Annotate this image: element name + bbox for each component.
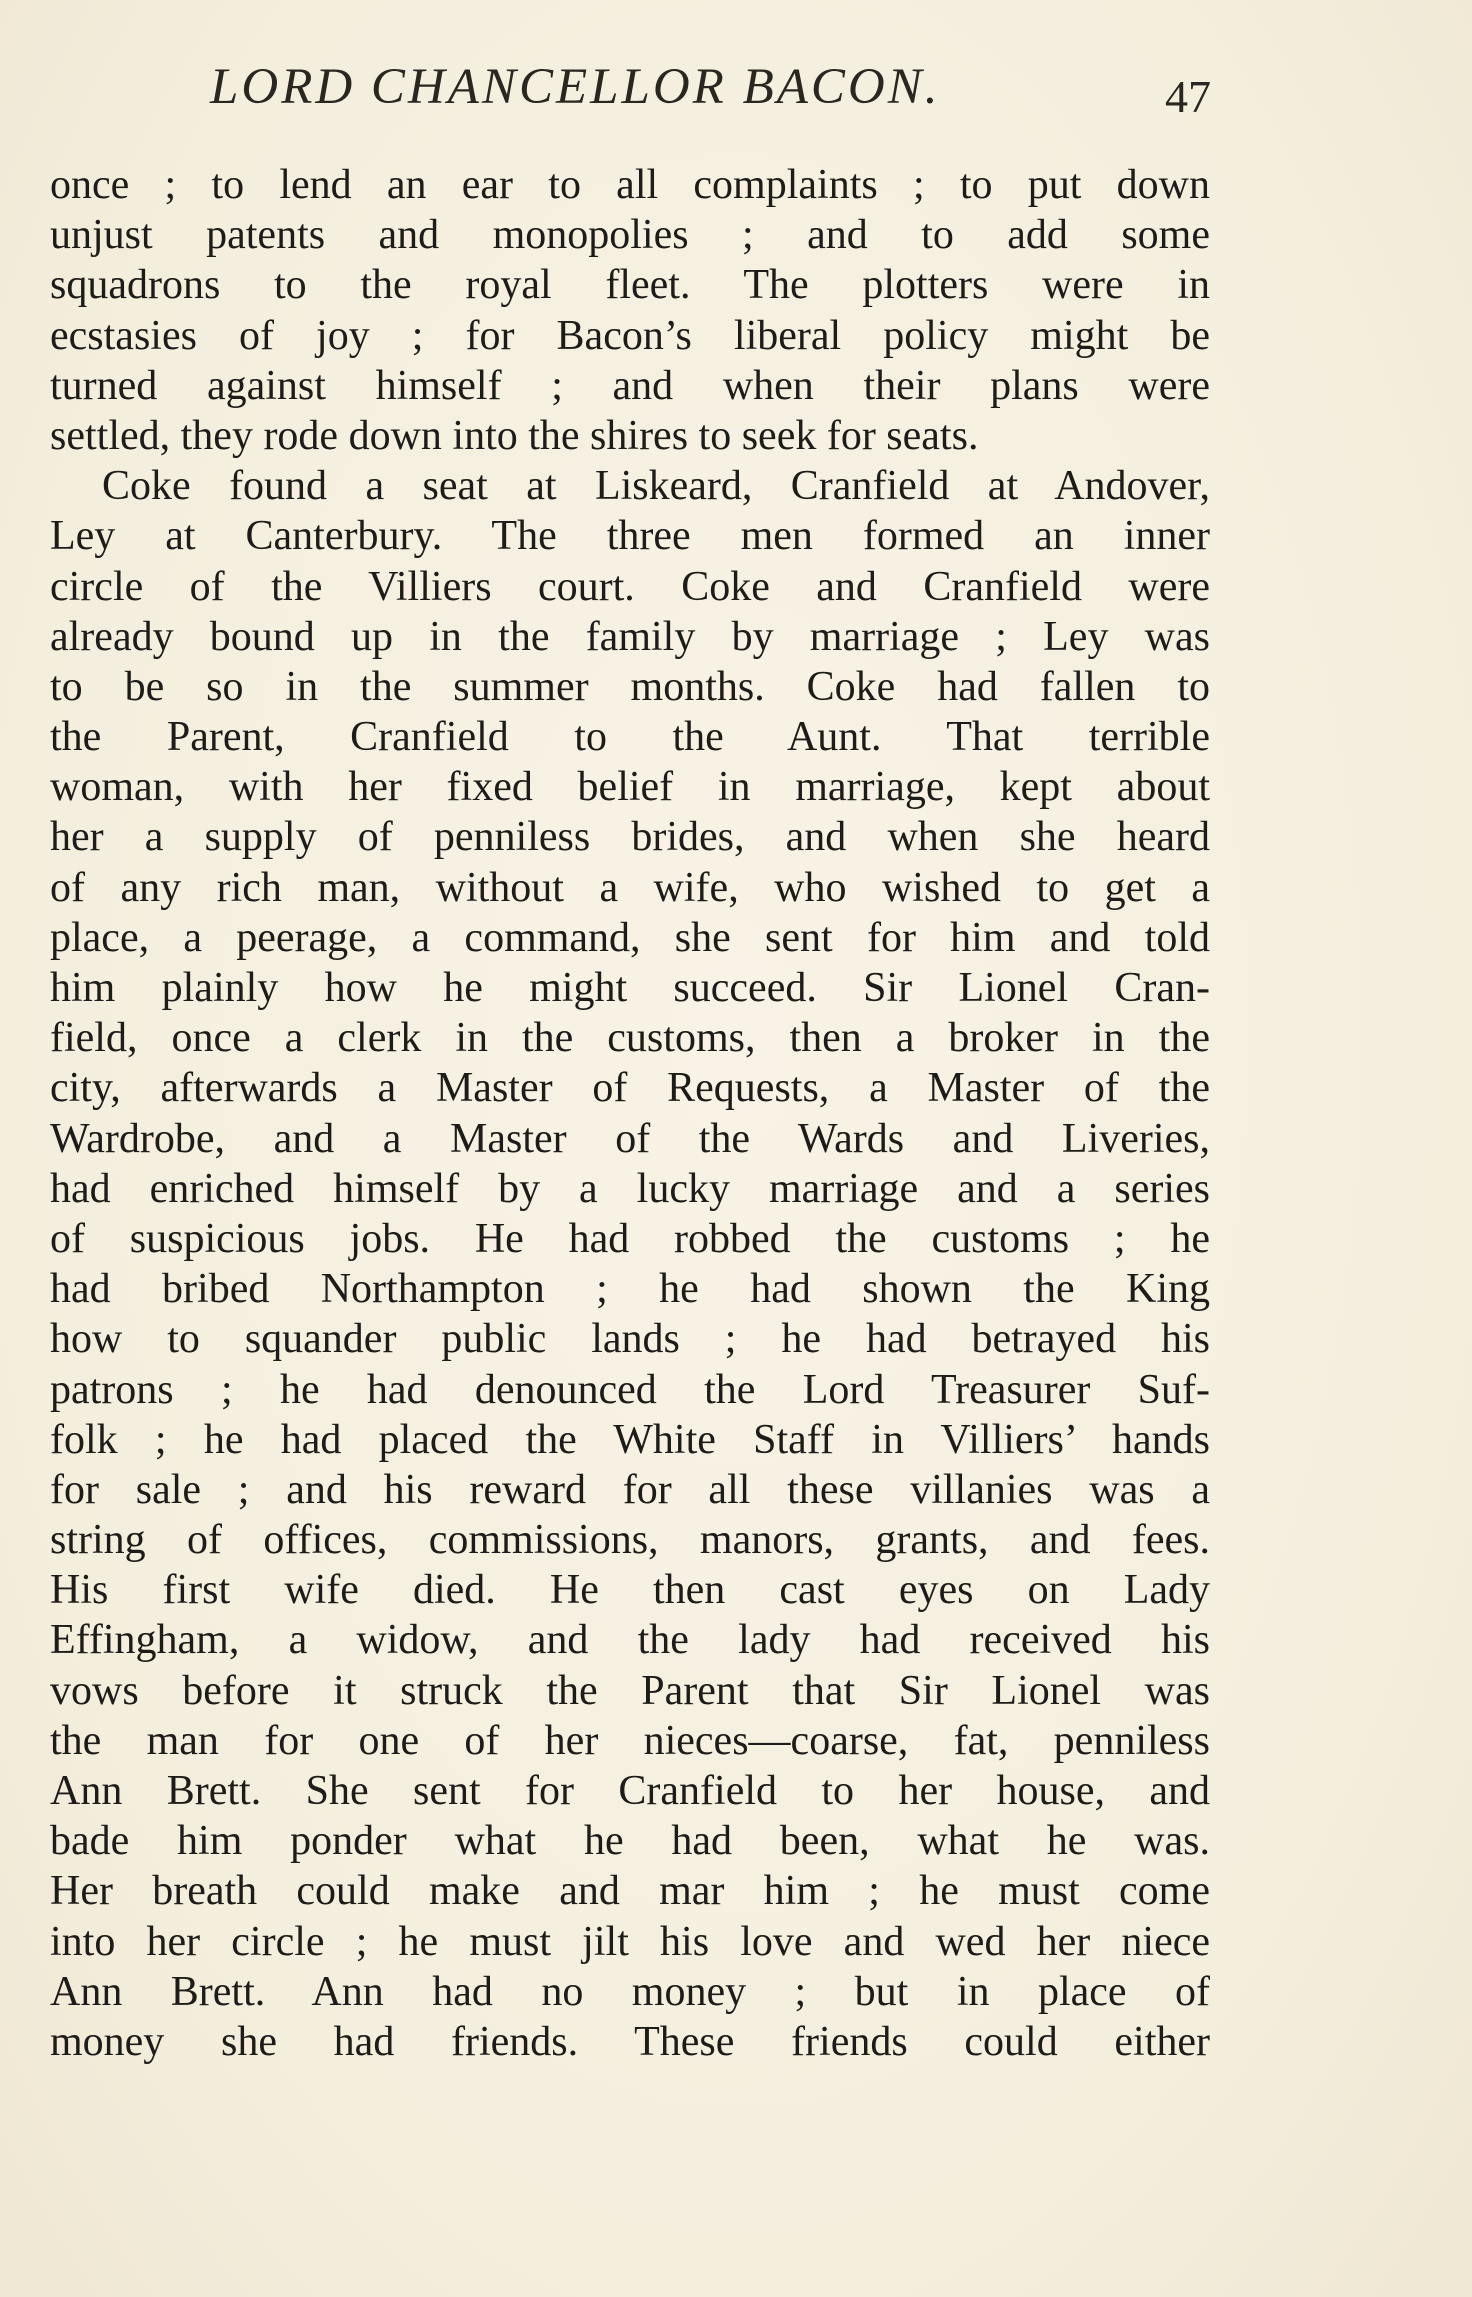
text-line: already bound up in the family by marriage ; Ley was bbox=[50, 613, 1210, 660]
text-line: Effingham, a widow, and the lady had received his bbox=[50, 1617, 1210, 1664]
text-line: ecstasies of joy ; for Bacon’s liberal policy might be bbox=[50, 312, 1210, 359]
text-line: bade him ponder what he had been, what he was. bbox=[50, 1818, 1210, 1865]
text-line: into her circle ; he must jilt his love and wed her niece bbox=[50, 1918, 1210, 1965]
text-line: the Parent, Cranfield to the Aunt. That terrible bbox=[50, 714, 1210, 761]
text-line: to be so in the summer months. Coke had fallen to bbox=[50, 663, 1210, 710]
text-line: patrons ; he had denounced the Lord Treasurer Suf- bbox=[50, 1366, 1210, 1413]
text-line: money she had friends. These friends could either bbox=[50, 2018, 1210, 2065]
text-line: Ann Brett. Ann had no money ; but in place of bbox=[50, 1968, 1210, 2015]
text-line: once ; to lend an ear to all complaints ; to put down bbox=[50, 162, 1210, 208]
text-line: Wardrobe, and a Master of the Wards and Liveries, bbox=[50, 1115, 1210, 1162]
body-text bbox=[50, 160, 1210, 2067]
text-line: vows before it struck the Parent that Sir Lionel was bbox=[50, 1667, 1210, 1714]
text-line: settled, they rode down into the shires to seek for seats. bbox=[50, 412, 979, 459]
text-line: place, a peerage, a command, she sent for him and told bbox=[50, 914, 1210, 961]
text-line: Coke found a seat at Liskeard, Cranfield at Andover, bbox=[102, 463, 1210, 510]
text-line: turned against himself ; and when their plans were bbox=[50, 362, 1210, 409]
text-line: how to squander public lands ; he had betrayed his bbox=[50, 1316, 1210, 1363]
text-line: the man for one of her nieces—coarse, fat, penniless bbox=[50, 1717, 1210, 1764]
text-line: Ley at Canterbury. The three men formed an inner bbox=[50, 513, 1210, 560]
text-line: Ann Brett. She sent for Cranfield to her house, and bbox=[50, 1768, 1210, 1814]
running-head-title: LORD CHANCELLOR BACON. bbox=[210, 59, 941, 115]
text-line: unjust patents and monopolies ; and to add some bbox=[50, 212, 1210, 259]
text-line: had bribed Northampton ; he had shown the King bbox=[50, 1266, 1210, 1313]
page-number: 47 bbox=[1165, 71, 1211, 122]
text-line: her a supply of penniless brides, and when she heard bbox=[50, 814, 1210, 861]
text-line: folk ; he had placed the White Staff in Villiers’ hands bbox=[50, 1416, 1210, 1463]
text-line: of suspicious jobs. He had robbed the customs ; he bbox=[50, 1215, 1210, 1262]
text-line: of any rich man, without a wife, who wished to get a bbox=[50, 864, 1210, 911]
text-line: squadrons to the royal fleet. The plotters were in bbox=[50, 262, 1210, 309]
text-line: city, afterwards a Master of Requests, a Master of the bbox=[50, 1065, 1210, 1112]
text-line: him plainly how he might succeed. Sir Lionel Cran- bbox=[50, 965, 1210, 1011]
text-line: for sale ; and his reward for all these villanies was a bbox=[50, 1466, 1210, 1513]
text-line: woman, with her fixed belief in marriage, kept about bbox=[50, 764, 1210, 811]
text-line: had enriched himself by a lucky marriage and a series bbox=[50, 1165, 1210, 1212]
text-line: His first wife died. He then cast eyes on Lady bbox=[50, 1567, 1210, 1614]
text-line: string of offices, commissions, manors, grants, and fees. bbox=[50, 1517, 1210, 1564]
text-line: field, once a clerk in the customs, then a broker in the bbox=[50, 1015, 1210, 1062]
text-line: Her breath could make and mar him ; he must come bbox=[50, 1868, 1210, 1915]
text-line: circle of the Villiers court. Coke and Cranfield were bbox=[50, 563, 1210, 610]
